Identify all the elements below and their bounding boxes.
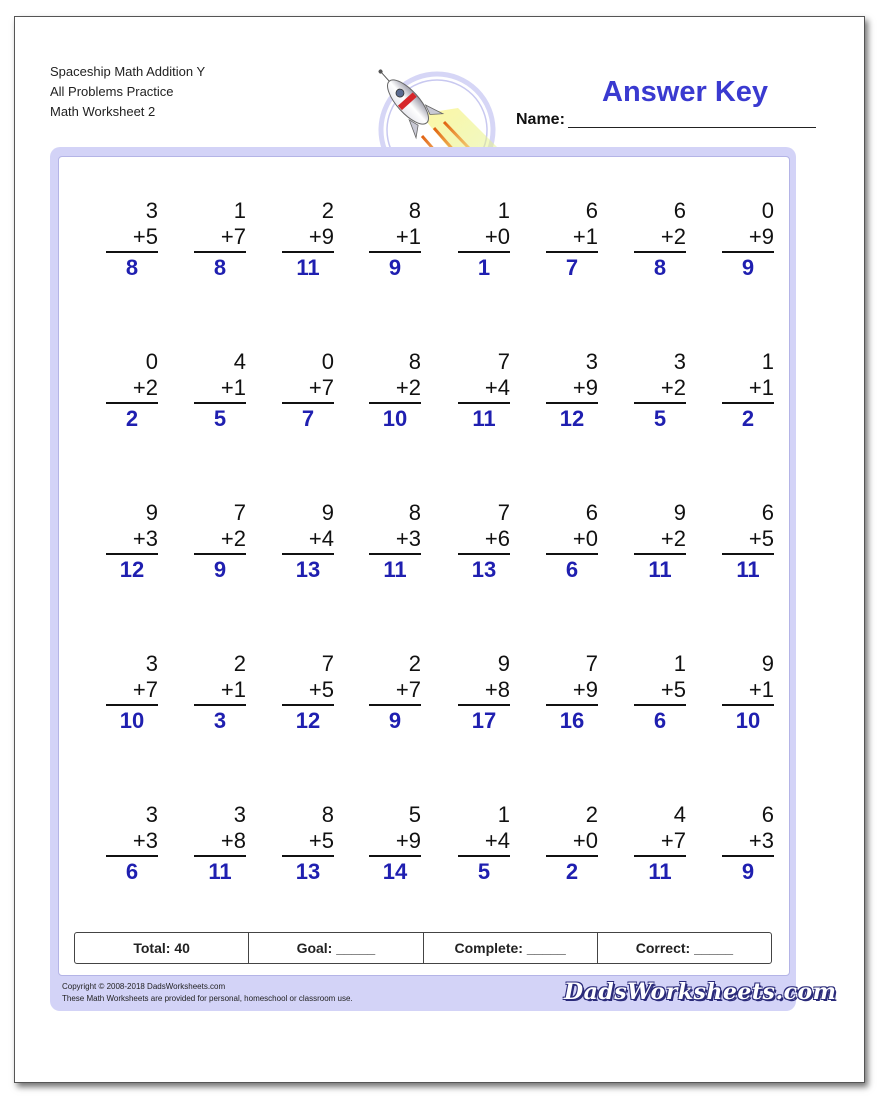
problem-addend-top: 2	[585, 802, 598, 827]
problem-addend-top: 8	[408, 198, 421, 223]
problem-answer: 10	[382, 406, 408, 431]
problem-answer: 5	[653, 406, 667, 431]
problem-addend-top: 3	[145, 651, 158, 676]
problem-addend-top: 3	[145, 198, 158, 223]
problem-sum-rule	[634, 251, 686, 253]
problem-addend-top: 6	[673, 198, 686, 223]
addition-problem	[282, 349, 334, 432]
problem-answer: 16	[559, 708, 585, 733]
problem-sum-rule	[194, 553, 246, 555]
problem-addend-bottom: +9	[572, 677, 598, 702]
problem-answer: 12	[559, 406, 585, 431]
problem-addend-bottom: +3	[395, 526, 421, 551]
problem-answer: 9	[388, 255, 402, 280]
problem-answer: 6	[653, 708, 667, 733]
addition-problem	[369, 349, 421, 432]
problem-answer: 6	[565, 557, 579, 582]
problem-answer: 9	[388, 708, 402, 733]
addition-problem	[458, 802, 510, 885]
problem-sum-rule	[106, 704, 158, 706]
problem-addend-top: 6	[585, 500, 598, 525]
problem-answer: 8	[213, 255, 227, 280]
problem-addend-bottom: +0	[484, 224, 510, 249]
problem-answer: 11	[736, 557, 760, 582]
problem-answer: 2	[565, 859, 579, 884]
answer-key-title: Answer Key	[602, 76, 769, 108]
problem-sum-rule	[458, 855, 510, 857]
problem-addend-top: 6	[761, 802, 774, 827]
problem-answer: 12	[119, 557, 145, 582]
problem-addend-top: 5	[408, 802, 421, 827]
problem-sum-rule	[722, 402, 774, 404]
addition-problem	[546, 198, 598, 281]
problem-sum-rule	[194, 855, 246, 857]
problem-addend-top: 0	[145, 349, 158, 374]
problem-addend-bottom: +2	[395, 375, 421, 400]
addition-problem	[194, 349, 246, 432]
problem-addend-bottom: +2	[660, 375, 686, 400]
problem-addend-top: 9	[321, 500, 334, 525]
problem-addend-bottom: +9	[308, 224, 334, 249]
problem-addend-top: 6	[585, 198, 598, 223]
title-line-3: Math Worksheet 2	[50, 104, 156, 119]
problem-addend-bottom: +1	[395, 224, 421, 249]
problem-answer: 13	[471, 557, 497, 582]
addition-problem	[282, 198, 334, 281]
problem-sum-rule	[369, 251, 421, 253]
correct-cell[interactable]: Correct: _____	[635, 940, 734, 956]
problem-addend-top: 7	[585, 651, 598, 676]
problem-answer: 9	[741, 255, 755, 280]
addition-problem	[106, 802, 158, 885]
addition-problem	[458, 198, 510, 281]
problem-addend-bottom: +7	[660, 828, 686, 853]
problem-answer: 11	[208, 859, 232, 884]
problem-addend-top: 2	[408, 651, 421, 676]
problem-addend-top: 2	[321, 198, 334, 223]
addition-problem	[634, 500, 686, 583]
addition-problem	[458, 500, 510, 583]
addition-problem	[546, 500, 598, 583]
problem-sum-rule	[369, 553, 421, 555]
addition-problem	[369, 651, 421, 734]
problem-addend-top: 1	[497, 198, 510, 223]
problem-addend-top: 9	[145, 500, 158, 525]
problem-addend-bottom: +2	[132, 375, 158, 400]
problem-addend-bottom: +1	[748, 677, 774, 702]
problem-sum-rule	[282, 553, 334, 555]
problem-sum-rule	[458, 704, 510, 706]
addition-problem	[722, 349, 774, 432]
problem-addend-top: 1	[761, 349, 774, 374]
problem-addend-bottom: +1	[572, 224, 598, 249]
problem-sum-rule	[194, 402, 246, 404]
addition-problem	[722, 651, 774, 734]
problem-answer: 12	[295, 708, 321, 733]
problem-addend-top: 9	[497, 651, 510, 676]
addition-problem	[634, 349, 686, 432]
problem-addend-bottom: +5	[308, 677, 334, 702]
problem-answer: 13	[295, 859, 321, 884]
problem-addend-top: 8	[321, 802, 334, 827]
problem-addend-bottom: +3	[132, 526, 158, 551]
problem-addend-bottom: +2	[660, 224, 686, 249]
problem-addend-bottom: +6	[484, 526, 510, 551]
problem-addend-bottom: +1	[220, 375, 246, 400]
problem-answer: 5	[477, 859, 491, 884]
problem-addend-bottom: +9	[572, 375, 598, 400]
addition-problem	[106, 349, 158, 432]
problem-addend-top: 9	[673, 500, 686, 525]
problem-answer: 8	[653, 255, 667, 280]
addition-problem	[194, 500, 246, 583]
problem-addend-top: 4	[233, 349, 246, 374]
complete-cell[interactable]: Complete: _____	[424, 933, 598, 963]
problem-addend-bottom: +8	[220, 828, 246, 853]
problem-sum-rule	[458, 553, 510, 555]
problem-sum-rule	[106, 855, 158, 857]
problem-addend-bottom: +5	[132, 224, 158, 249]
problem-addend-bottom: +2	[660, 526, 686, 551]
problem-sum-rule	[634, 553, 686, 555]
problem-answer: 13	[295, 557, 321, 582]
problem-addend-bottom: +3	[132, 828, 158, 853]
problem-addend-top: 9	[761, 651, 774, 676]
problem-sum-rule	[282, 402, 334, 404]
addition-problem	[634, 802, 686, 885]
problem-sum-rule	[282, 855, 334, 857]
addition-problem	[106, 651, 158, 734]
addition-problem	[282, 802, 334, 885]
problem-sum-rule	[106, 553, 158, 555]
problem-sum-rule	[722, 553, 774, 555]
problem-addend-top: 0	[321, 349, 334, 374]
addition-problem	[634, 651, 686, 734]
problem-addend-bottom: +7	[308, 375, 334, 400]
problem-sum-rule	[369, 855, 421, 857]
title-line-1: Spaceship Math Addition Y	[50, 64, 206, 79]
problem-sum-rule	[722, 704, 774, 706]
problem-sum-rule	[546, 855, 598, 857]
problem-sum-rule	[634, 855, 686, 857]
problem-addend-top: 3	[585, 349, 598, 374]
problem-addend-top: 7	[321, 651, 334, 676]
problem-addend-top: 8	[408, 349, 421, 374]
problem-addend-bottom: +3	[748, 828, 774, 853]
addition-problem	[458, 349, 510, 432]
problem-sum-rule	[282, 704, 334, 706]
problem-sum-rule	[634, 402, 686, 404]
problem-answer: 14	[382, 859, 408, 884]
problem-answer: 7	[565, 255, 579, 280]
addition-problem	[282, 651, 334, 734]
problem-addend-bottom: +0	[572, 526, 598, 551]
name-field-line[interactable]	[568, 127, 816, 128]
problem-addend-top: 3	[673, 349, 686, 374]
problem-answer: 2	[125, 406, 139, 431]
addition-problem	[634, 198, 686, 281]
goal-cell[interactable]: Goal: _____	[249, 933, 423, 963]
problem-addend-top: 1	[673, 651, 686, 676]
problem-addend-bottom: +7	[395, 677, 421, 702]
score-bar	[74, 932, 772, 964]
problem-sum-rule	[546, 553, 598, 555]
problem-answer: 17	[471, 708, 497, 733]
problem-sum-rule	[546, 251, 598, 253]
addition-problem	[369, 198, 421, 281]
problem-addend-bottom: +9	[748, 224, 774, 249]
problem-answer: 10	[119, 708, 145, 733]
problem-addend-top: 2	[233, 651, 246, 676]
problem-answer: 7	[301, 406, 315, 431]
problem-addend-bottom: +5	[308, 828, 334, 853]
problem-addend-bottom: +4	[484, 828, 510, 853]
problem-sum-rule	[634, 704, 686, 706]
problem-answer: 11	[472, 406, 496, 431]
problem-answer: 6	[125, 859, 139, 884]
addition-problem	[722, 802, 774, 885]
problem-addend-bottom: +1	[748, 375, 774, 400]
problem-addend-bottom: +1	[220, 677, 246, 702]
problem-addend-bottom: +4	[484, 375, 510, 400]
problem-answer: 9	[213, 557, 227, 582]
addition-problem	[546, 651, 598, 734]
problem-addend-top: 3	[145, 802, 158, 827]
problem-answer: 3	[213, 708, 227, 733]
problem-sum-rule	[194, 251, 246, 253]
problem-sum-rule	[369, 704, 421, 706]
problem-answer: 8	[125, 255, 139, 280]
problem-addend-top: 3	[233, 802, 246, 827]
problem-sum-rule	[106, 402, 158, 404]
problem-addend-bottom: +0	[572, 828, 598, 853]
problem-answer: 9	[741, 859, 755, 884]
problem-sum-rule	[106, 251, 158, 253]
dadsworksheets-logo: DadsWorksheets.com	[564, 979, 837, 1005]
problem-sum-rule	[722, 251, 774, 253]
problem-answer: 10	[735, 708, 761, 733]
problem-addend-top: 1	[233, 198, 246, 223]
problem-addend-top: 6	[761, 500, 774, 525]
problem-answer: 5	[213, 406, 227, 431]
problem-sum-rule	[282, 251, 334, 253]
problem-addend-top: 7	[497, 500, 510, 525]
problem-addend-bottom: +8	[484, 677, 510, 702]
name-label: Name:	[516, 111, 565, 128]
problem-addend-top: 0	[761, 198, 774, 223]
total-cell: Total: 40	[75, 933, 249, 963]
copyright-notice	[62, 981, 353, 1005]
addition-problem	[369, 500, 421, 583]
problem-answer: 11	[296, 255, 320, 280]
problem-sum-rule	[722, 855, 774, 857]
addition-problem	[458, 651, 510, 734]
addition-problem	[282, 500, 334, 583]
problem-addend-bottom: +2	[220, 526, 246, 551]
problem-addend-bottom: +5	[660, 677, 686, 702]
addition-problem	[194, 198, 246, 281]
problem-sum-rule	[546, 402, 598, 404]
problem-answer: 2	[741, 406, 755, 431]
problem-addend-top: 4	[673, 802, 686, 827]
addition-problem	[722, 500, 774, 583]
problem-addend-bottom: +5	[748, 526, 774, 551]
problem-addend-bottom: +7	[220, 224, 246, 249]
addition-problem	[194, 651, 246, 734]
problem-sum-rule	[458, 251, 510, 253]
problem-sum-rule	[458, 402, 510, 404]
addition-problem	[722, 198, 774, 281]
problem-addend-top: 7	[233, 500, 246, 525]
copyright-line: Copyright © 2008-2018 DadsWorksheets.com	[62, 982, 226, 991]
addition-problem	[106, 500, 158, 583]
problem-addend-bottom: +4	[308, 526, 334, 551]
problem-addend-top: 7	[497, 349, 510, 374]
addition-problem	[546, 802, 598, 885]
addition-problem	[369, 802, 421, 885]
usage-line: These Math Worksheets are provided for personal, homeschool or classroom use.	[62, 994, 353, 1003]
problem-answer: 11	[648, 557, 672, 582]
title-line-2: All Problems Practice	[50, 84, 174, 99]
problem-sum-rule	[194, 704, 246, 706]
problem-answer: 11	[383, 557, 407, 582]
problem-addend-top: 8	[408, 500, 421, 525]
problem-addend-bottom: +7	[132, 677, 158, 702]
problem-answer: 1	[477, 255, 491, 280]
problem-answer: 11	[648, 859, 672, 884]
problem-sum-rule	[369, 402, 421, 404]
worksheet-title	[50, 62, 205, 122]
problem-addend-bottom: +9	[395, 828, 421, 853]
problem-addend-top: 1	[497, 802, 510, 827]
problem-sum-rule	[546, 704, 598, 706]
addition-problem	[194, 802, 246, 885]
addition-problem	[106, 198, 158, 281]
addition-problem	[546, 349, 598, 432]
